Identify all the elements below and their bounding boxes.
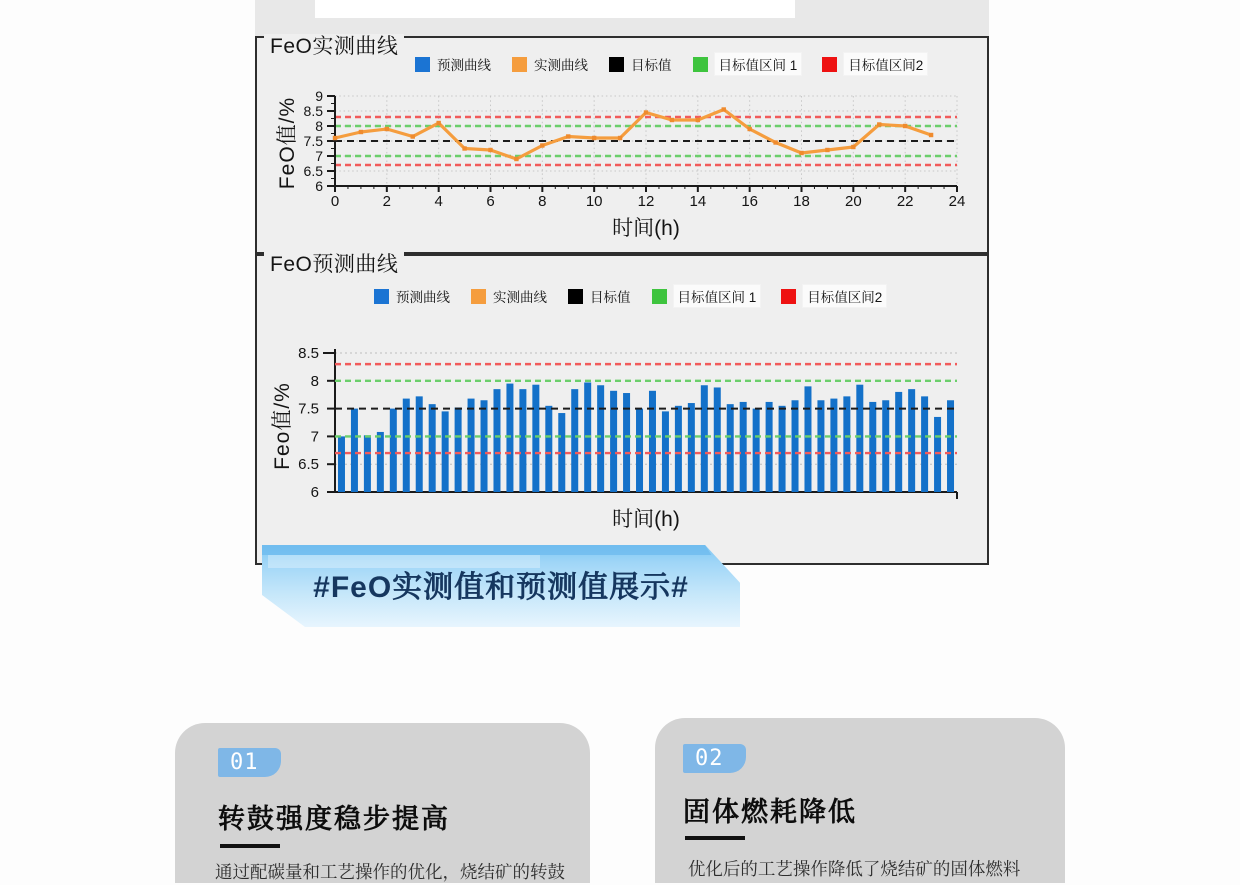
- bar: [493, 389, 500, 492]
- svg-text:6.5: 6.5: [298, 456, 319, 474]
- legend-label: 目标值区间 1: [715, 53, 802, 75]
- line-markers: [333, 107, 933, 161]
- measured-chart-title: FeO实测曲线: [264, 34, 404, 60]
- bar: [792, 400, 799, 492]
- tick-labels: [298, 345, 319, 501]
- bar: [934, 417, 941, 492]
- bar: [753, 409, 760, 492]
- svg-text:10: 10: [585, 193, 603, 210]
- svg-text:6: 6: [310, 484, 319, 501]
- bar: [351, 409, 358, 492]
- bar: [649, 391, 656, 492]
- reference-lines: [335, 364, 957, 453]
- banner-text: #FeO实测值和预测值展示#: [313, 571, 689, 604]
- svg-text:8: 8: [538, 193, 547, 210]
- card-number-badge: 01: [218, 748, 281, 777]
- bar: [714, 387, 721, 492]
- bar: [740, 402, 747, 492]
- bar: [442, 411, 449, 492]
- bar: [882, 400, 889, 492]
- card-body: 通过配碳量和工艺操作的优化，烧结矿的转鼓: [215, 862, 565, 882]
- predicted-chart-ylabel: Feo值/%: [271, 382, 294, 470]
- banner: [262, 545, 740, 627]
- bar: [701, 385, 708, 492]
- legend-label: 实测曲线: [493, 290, 547, 305]
- bar: [817, 400, 824, 492]
- card-number-badge: 02: [683, 744, 746, 773]
- bar: [338, 436, 345, 492]
- legend-label: 目标值区间2: [844, 53, 927, 75]
- bar: [804, 386, 811, 492]
- bar: [481, 400, 488, 492]
- bar: [766, 402, 773, 492]
- svg-text:7.5: 7.5: [303, 133, 323, 149]
- bar: [921, 396, 928, 492]
- bar: [416, 396, 423, 492]
- bar: [869, 402, 876, 492]
- bar: [597, 385, 604, 492]
- bar: [908, 389, 915, 492]
- legend-label: 目标值区间 1: [674, 285, 761, 307]
- card-divider: [685, 836, 745, 840]
- predicted-chart-title: FeO预测曲线: [264, 252, 404, 278]
- bar: [571, 389, 578, 492]
- legend-label: 目标值: [631, 58, 672, 73]
- bar: [856, 385, 863, 492]
- legend-label: 预测曲线: [396, 290, 450, 305]
- legend-label: 预测曲线: [437, 58, 491, 73]
- bar: [688, 403, 695, 492]
- bar: [364, 435, 371, 492]
- bar: [377, 432, 384, 492]
- bar: [779, 406, 786, 492]
- legend-label: 目标值区间2: [803, 285, 886, 307]
- measured-chart-xlabel: 时间(h): [612, 217, 680, 240]
- svg-text:0: 0: [330, 193, 340, 210]
- bar: [843, 396, 850, 492]
- card-solid-fuel: [655, 718, 1065, 883]
- tick-labels: [304, 88, 966, 210]
- svg-text:14: 14: [689, 193, 707, 210]
- card-body: 优化后的工艺操作降低了烧结矿的固体燃料: [683, 859, 1021, 879]
- svg-text:6.5: 6.5: [303, 163, 323, 179]
- svg-text:22: 22: [896, 193, 914, 210]
- svg-text:7: 7: [310, 428, 319, 446]
- svg-text:7: 7: [315, 148, 323, 164]
- bar: [830, 399, 837, 492]
- bar: [468, 399, 475, 492]
- svg-text:18: 18: [793, 193, 810, 210]
- bar: [532, 385, 539, 492]
- svg-text:6: 6: [486, 193, 495, 210]
- card-divider: [220, 844, 280, 848]
- measured-chart-ylabel: FeO值/%: [276, 96, 299, 190]
- svg-text:24: 24: [948, 193, 966, 210]
- bar: [506, 384, 513, 492]
- bar: [895, 392, 902, 492]
- bar: [519, 389, 526, 492]
- legend-label: 实测曲线: [534, 58, 588, 73]
- bar: [455, 407, 462, 492]
- axes: [327, 96, 957, 192]
- svg-text:8.5: 8.5: [303, 103, 323, 119]
- svg-text:9: 9: [315, 88, 323, 104]
- card-title: 转鼓强度稳步提高: [218, 804, 450, 834]
- measured-chart-panel: [255, 36, 989, 254]
- bar: [675, 406, 682, 492]
- measured-line-series: [335, 110, 931, 160]
- svg-text:2: 2: [382, 193, 392, 210]
- svg-text:16: 16: [741, 193, 759, 210]
- bar: [545, 406, 552, 492]
- svg-text:7.5: 7.5: [298, 400, 319, 418]
- bar: [727, 404, 734, 492]
- svg-text:8: 8: [310, 372, 319, 390]
- svg-text:12: 12: [637, 193, 655, 210]
- bar: [610, 391, 617, 492]
- svg-text:8: 8: [315, 118, 323, 134]
- svg-text:4: 4: [434, 193, 443, 210]
- svg-text:8.5: 8.5: [298, 345, 319, 362]
- svg-text:6: 6: [315, 178, 323, 194]
- predicted-chart-xlabel: 时间(h): [612, 508, 680, 531]
- bar: [390, 409, 397, 492]
- predicted-chart-panel: [255, 254, 989, 565]
- card-drum-strength: [175, 723, 590, 883]
- bar: [947, 400, 954, 492]
- top-white-box: [315, 0, 795, 18]
- bar: [662, 411, 669, 492]
- bar: [636, 409, 643, 492]
- svg-text:20: 20: [844, 193, 862, 210]
- legend-label: 目标值: [590, 290, 631, 305]
- card-title: 固体燃耗降低: [683, 797, 857, 827]
- bar: [429, 404, 436, 492]
- bar: [403, 399, 410, 492]
